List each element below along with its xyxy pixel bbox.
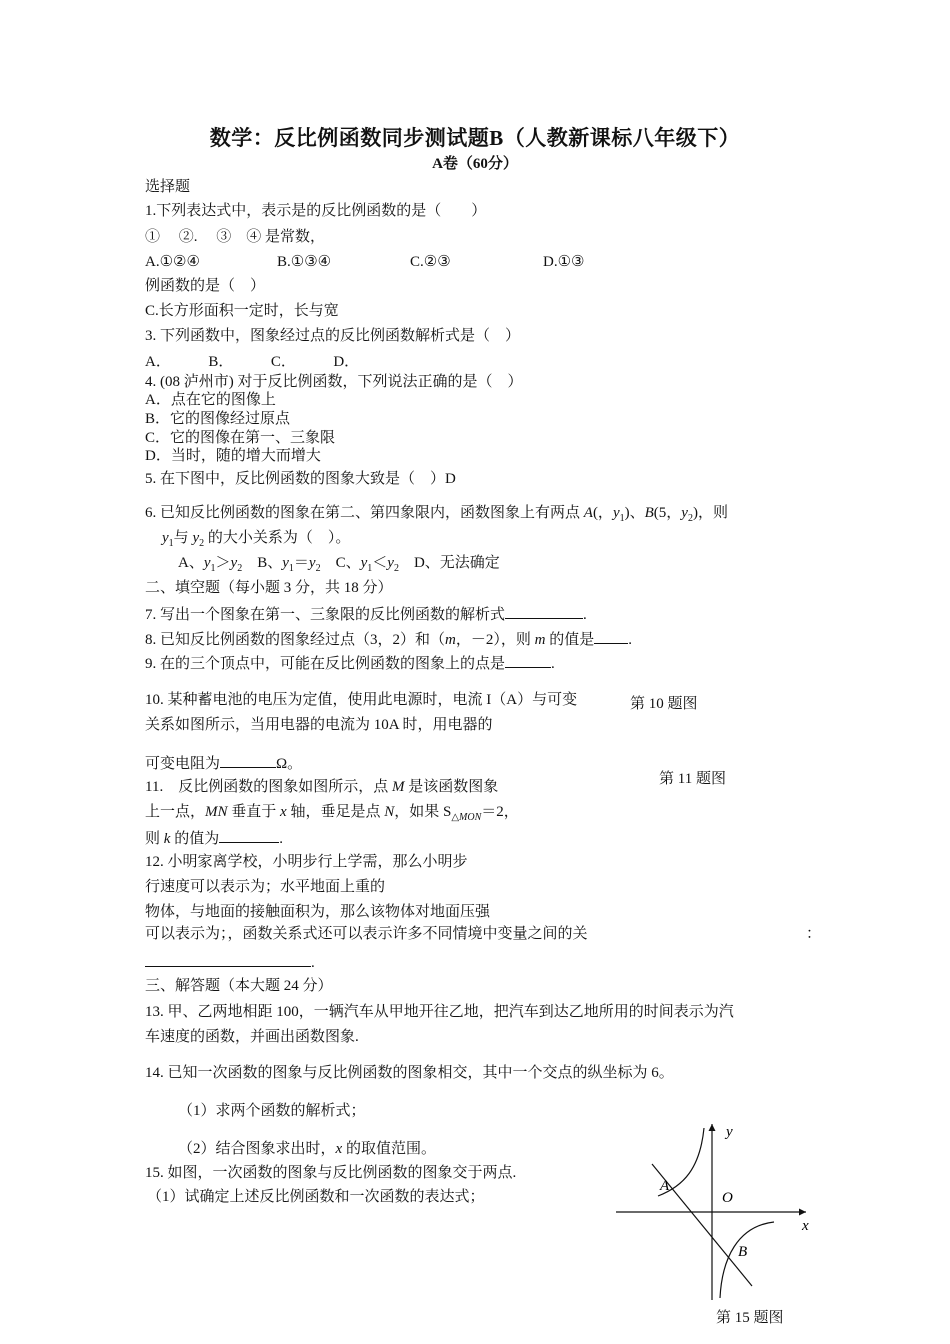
question-5: 5. 在下图中，反比例函数的图象大致是（ ）D bbox=[145, 471, 456, 487]
point-a-label: A bbox=[660, 1178, 670, 1194]
question-12-line-4: 可以表示为；，函数关系式还可以表示许多不同情境中变量之间的关 bbox=[145, 926, 588, 942]
figure-10-caption: 第 10 题图 bbox=[630, 696, 698, 712]
figure-15 bbox=[614, 1118, 814, 1308]
figure-15-diagram bbox=[614, 1118, 814, 1308]
origin-label: O bbox=[722, 1190, 733, 1206]
section-answer-heading: 三、解答题（本大题 24 分） bbox=[145, 978, 333, 994]
question-12-line-3: 物体，与地面的接触面积为，那么该物体对地面压强 bbox=[145, 904, 491, 920]
answer-blank bbox=[505, 604, 583, 619]
question-4-option-b: B．它的图像经过原点 bbox=[145, 411, 291, 427]
hyperbola-branch-lower bbox=[720, 1222, 774, 1298]
question-1-option-b: B.①③④ bbox=[277, 254, 332, 270]
point-b-label: B bbox=[738, 1244, 748, 1260]
question-1-expressions: ① ②. ③ ④ 是常数， bbox=[145, 229, 326, 245]
page-subtitle: A卷（60分） bbox=[432, 156, 518, 172]
section-choice-heading: 选择题 bbox=[145, 179, 191, 195]
question-2-option-c: C.长方形面积一定时，长与宽 bbox=[145, 303, 339, 319]
question-6-continued: $y_1$与 $y_2$ 的大小关系为（ ）。 bbox=[162, 530, 351, 549]
question-8: 8. 已知反比例函数的图象经过点（3，2）和（m，－2），则 m 的值是 . bbox=[145, 629, 632, 649]
question-1-option-d: D.①③ bbox=[543, 254, 585, 270]
question-3-options: A． B． C． D． bbox=[145, 354, 360, 370]
question-11: 11. 反比例函数的图象如图所示，点 M 是该函数图象 bbox=[145, 779, 499, 795]
question-14-part-1: （1）求两个函数的解析式； bbox=[178, 1103, 366, 1119]
question-3: 3. 下列函数中，图象经过点的反比例函数解析式是（ ） bbox=[145, 328, 521, 344]
question-14: 14. 已知一次函数的图象与反比例函数的图象相交，其中一个交点的纵坐标为 6。 bbox=[145, 1065, 674, 1081]
question-4-option-c: C．它的图像在第一、三象限 bbox=[145, 430, 336, 446]
question-7: 7. 写出一个图象在第一、三象限的反比例函数的解析式 . bbox=[145, 604, 587, 624]
question-11-continued: 上一点，MN 垂直于 x 轴，垂足是点 N，如果 $S_{\triangle MON}=2$， bbox=[145, 804, 519, 823]
question-12-line-2: 行速度可以表示为；水平地面上重的 bbox=[145, 879, 386, 895]
question-15-part-1: （1）试确定上述反比例函数和一次函数的表达式； bbox=[147, 1189, 485, 1205]
question-13: 13. 甲、乙两地相距 100，一辆汽车从甲地开往乙地，把汽车到达乙地所用的时间表示为汽 bbox=[145, 1004, 734, 1020]
section-fill-heading: 二、填空题（每小题 3 分，共 18 分） bbox=[145, 580, 393, 596]
question-10-continued: 关系如图所示，当用电器的电流为 10A 时，用电器的 bbox=[145, 717, 493, 733]
question-6: 6. 已知反比例函数的图象在第二、第四象限内，函数图象上有两点 A(，$y_1$)、B(5，$y_2$)，则 bbox=[145, 505, 728, 524]
answer-blank bbox=[145, 952, 311, 967]
question-12-answer: . bbox=[145, 952, 315, 972]
question-2-fragment: 例函数的是（ ） bbox=[145, 278, 266, 294]
question-12-line-4-end: ： bbox=[806, 926, 822, 942]
figure-15-caption: 第 15 题图 bbox=[716, 1310, 784, 1326]
question-4-option-d: D．当时，随的增大而增大 bbox=[145, 448, 321, 464]
question-1: 1.下列表达式中，表示是的反比例函数的是（ ） bbox=[145, 203, 487, 219]
question-12: 12. 小明家离学校，小明步行上学需，那么小明步 bbox=[145, 854, 468, 870]
answer-blank bbox=[219, 828, 279, 843]
question-1-option-c: C.②③ bbox=[410, 254, 451, 270]
y-axis-label: y bbox=[726, 1124, 733, 1140]
question-9: 9. 在的三个顶点中，可能在反比例函数的图象上的点是 . bbox=[145, 653, 555, 673]
question-10: 10. 某种蓄电池的电压为定值，使用此电源时，电流 I（A）与可变 bbox=[145, 692, 578, 708]
x-axis-label: x bbox=[802, 1218, 809, 1234]
question-6-options: A、$y_1>y_2$ B、$y_1=y_2$ C、$y_1<y_2$ D、无法确定 bbox=[178, 555, 500, 574]
question-14-part-2: （2）结合图象求出时，x 的取值范围。 bbox=[178, 1141, 436, 1157]
answer-blank bbox=[594, 629, 628, 644]
question-13-continued: 车速度的函数，并画出函数图象. bbox=[145, 1029, 359, 1045]
question-15: 15. 如图，一次函数的图象与反比例函数的图象交于两点. bbox=[145, 1165, 517, 1181]
answer-blank bbox=[505, 653, 551, 668]
question-4: 4. (08 泸州市) 对于反比例函数，下列说法正确的是（ ） bbox=[145, 374, 523, 390]
question-10-answer: 可变电阻为 Ω。 bbox=[145, 753, 302, 773]
question-4-option-a: A．点在它的图像上 bbox=[145, 392, 276, 408]
answer-blank bbox=[220, 753, 276, 768]
question-1-option-a: A.①②④ bbox=[145, 254, 200, 270]
question-11-answer: 则 k 的值为 . bbox=[145, 828, 283, 848]
page-title: 数学：反比例函数同步测试题B（人教新课标八年级下） bbox=[209, 126, 741, 150]
figure-11-caption: 第 11 题图 bbox=[659, 771, 726, 787]
